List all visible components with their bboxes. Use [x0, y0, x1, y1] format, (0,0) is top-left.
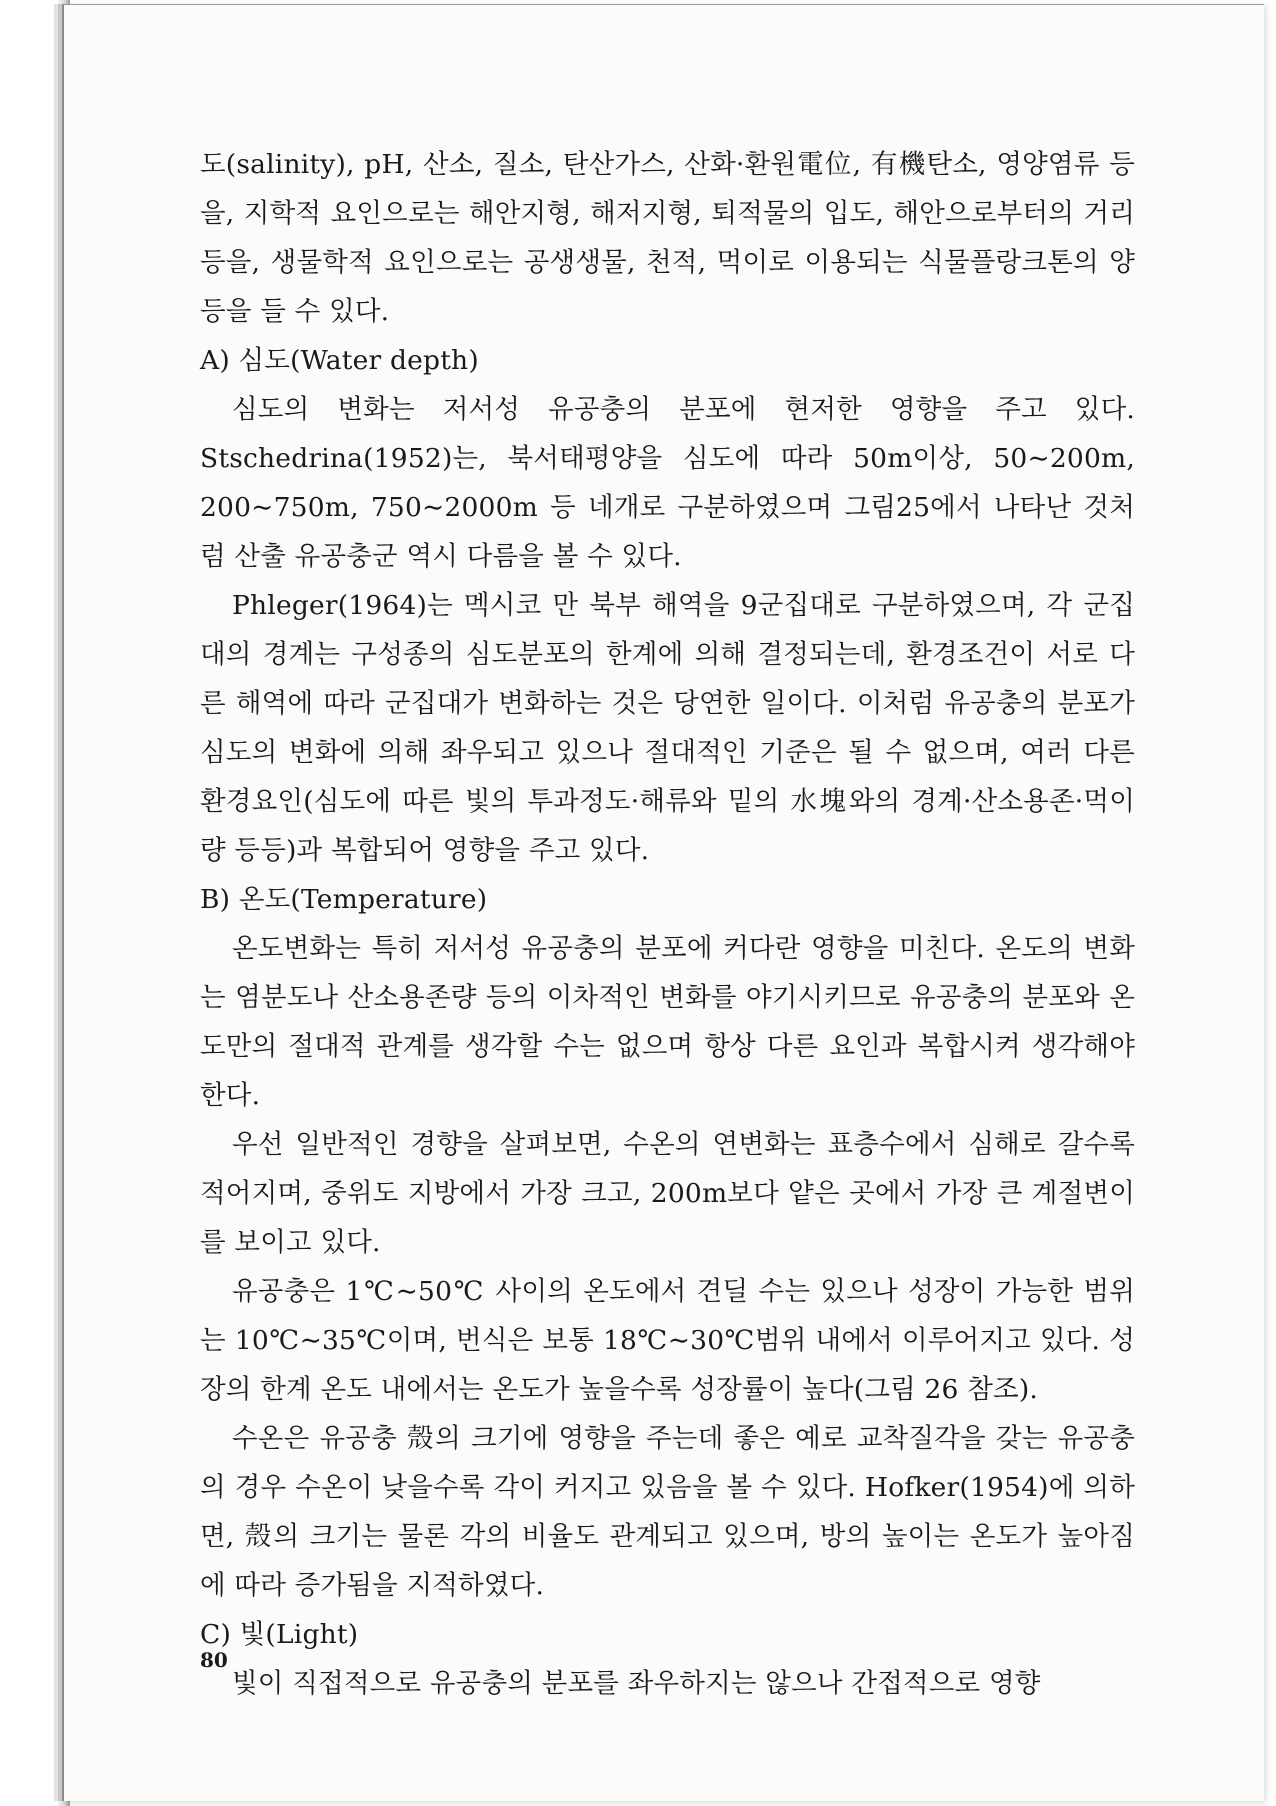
paragraph-5: 온도변화는 특히 저서성 유공충의 분포에 커다란 영향을 미친다. 온도의 변화는 염분도나 산소용존량 등의 이차적인 변화를 야기시키므로 유공충의 분포와 온도만의 절대적 관계를 생각할 수는 없으며 항상 다른 요인과 복합시켜 생각해야 한다. — [200, 933, 1135, 1111]
page-number: 80 — [200, 1648, 228, 1672]
paragraph-10: 빛이 직접적으로 유공충의 분포를 좌우하지는 않으나 간접적으로 영향 — [232, 1668, 1041, 1699]
section-heading-light: C) 빛(Light) — [200, 1619, 359, 1650]
body-text — [200, 140, 1135, 1708]
paragraph-8: 수온은 유공충 殼의 크기에 영향을 주는데 좋은 예로 교착질각을 갖는 유공충의 경우 수온이 낮을수록 각이 커지고 있음을 볼 수 있다. Hofker(1954)에 의하면, 殼의 크기는 물론 각의 비율도 관계되고 있으며, 방의 높이는 온도가 높아짐에 따라 증가됨을 지적하였다. — [200, 1423, 1135, 1601]
section-heading-temperature: B) 온도(Temperature) — [200, 884, 488, 915]
paragraph-6: 우선 일반적인 경향을 살펴보면, 수온의 연변화는 표층수에서 심해로 갈수록 적어지며, 중위도 지방에서 가장 크고, 200m보다 얕은 곳에서 가장 큰 계절변이를 보이고 있다. — [200, 1129, 1135, 1258]
paragraph-7: 유공충은 1℃∼50℃ 사이의 온도에서 견딜 수는 있으나 성장이 가능한 범위는 10℃∼35℃이며, 번식은 보통 18℃∼30℃범위 내에서 이루어지고 있다. 성장의 한계 온도 내에서는 온도가 높을수록 성장률이 높다(그림 26 참조). — [200, 1276, 1135, 1405]
paragraph-2: 심도의 변화는 저서성 유공충의 분포에 현저한 영향을 주고 있다. Stschedrina(1952)는, 북서태평양을 심도에 따라 50m이상, 50∼200m, 200∼750m, 750∼2000m 등 네개로 구분하였으며 그림25에서 나타난 것처럼 산출 유공충군 역시 다름을 볼 수 있다. — [200, 394, 1135, 572]
paragraph-3: Phleger(1964)는 멕시코 만 북부 해역을 9군집대로 구분하였으며, 각 군집대의 경계는 구성종의 심도분포의 한계에 의해 결정되는데, 환경조건이 서로 다른 해역에 따라 군집대가 변화하는 것은 당연한 일이다. 이처럼 유공충의 분포가 심도의 변화에 의해 좌우되고 있으나 절대적인 기준은 될 수 없으며, 여러 다른 환경요인(심도에 따른 빛의 투과정도·해류와 밑의 水塊와의 경계·산소용존·먹이량 등등)과 복합되어 영향을 주고 있다. — [200, 590, 1135, 866]
paragraph-0: 도(salinity), pH, 산소, 질소, 탄산가스, 산화·환원電位, 有機탄소, 영양염류 등을, 지학적 요인으로는 해안지형, 해저지형, 퇴적물의 입도, 해안으로부터의 거리 등을, 생물학적 요인으로는 공생생물, 천적, 먹이로 이용되는 식물플랑크톤의 양 등을 들 수 있다. — [200, 149, 1135, 327]
section-heading-water-depth: A) 심도(Water depth) — [200, 345, 479, 376]
